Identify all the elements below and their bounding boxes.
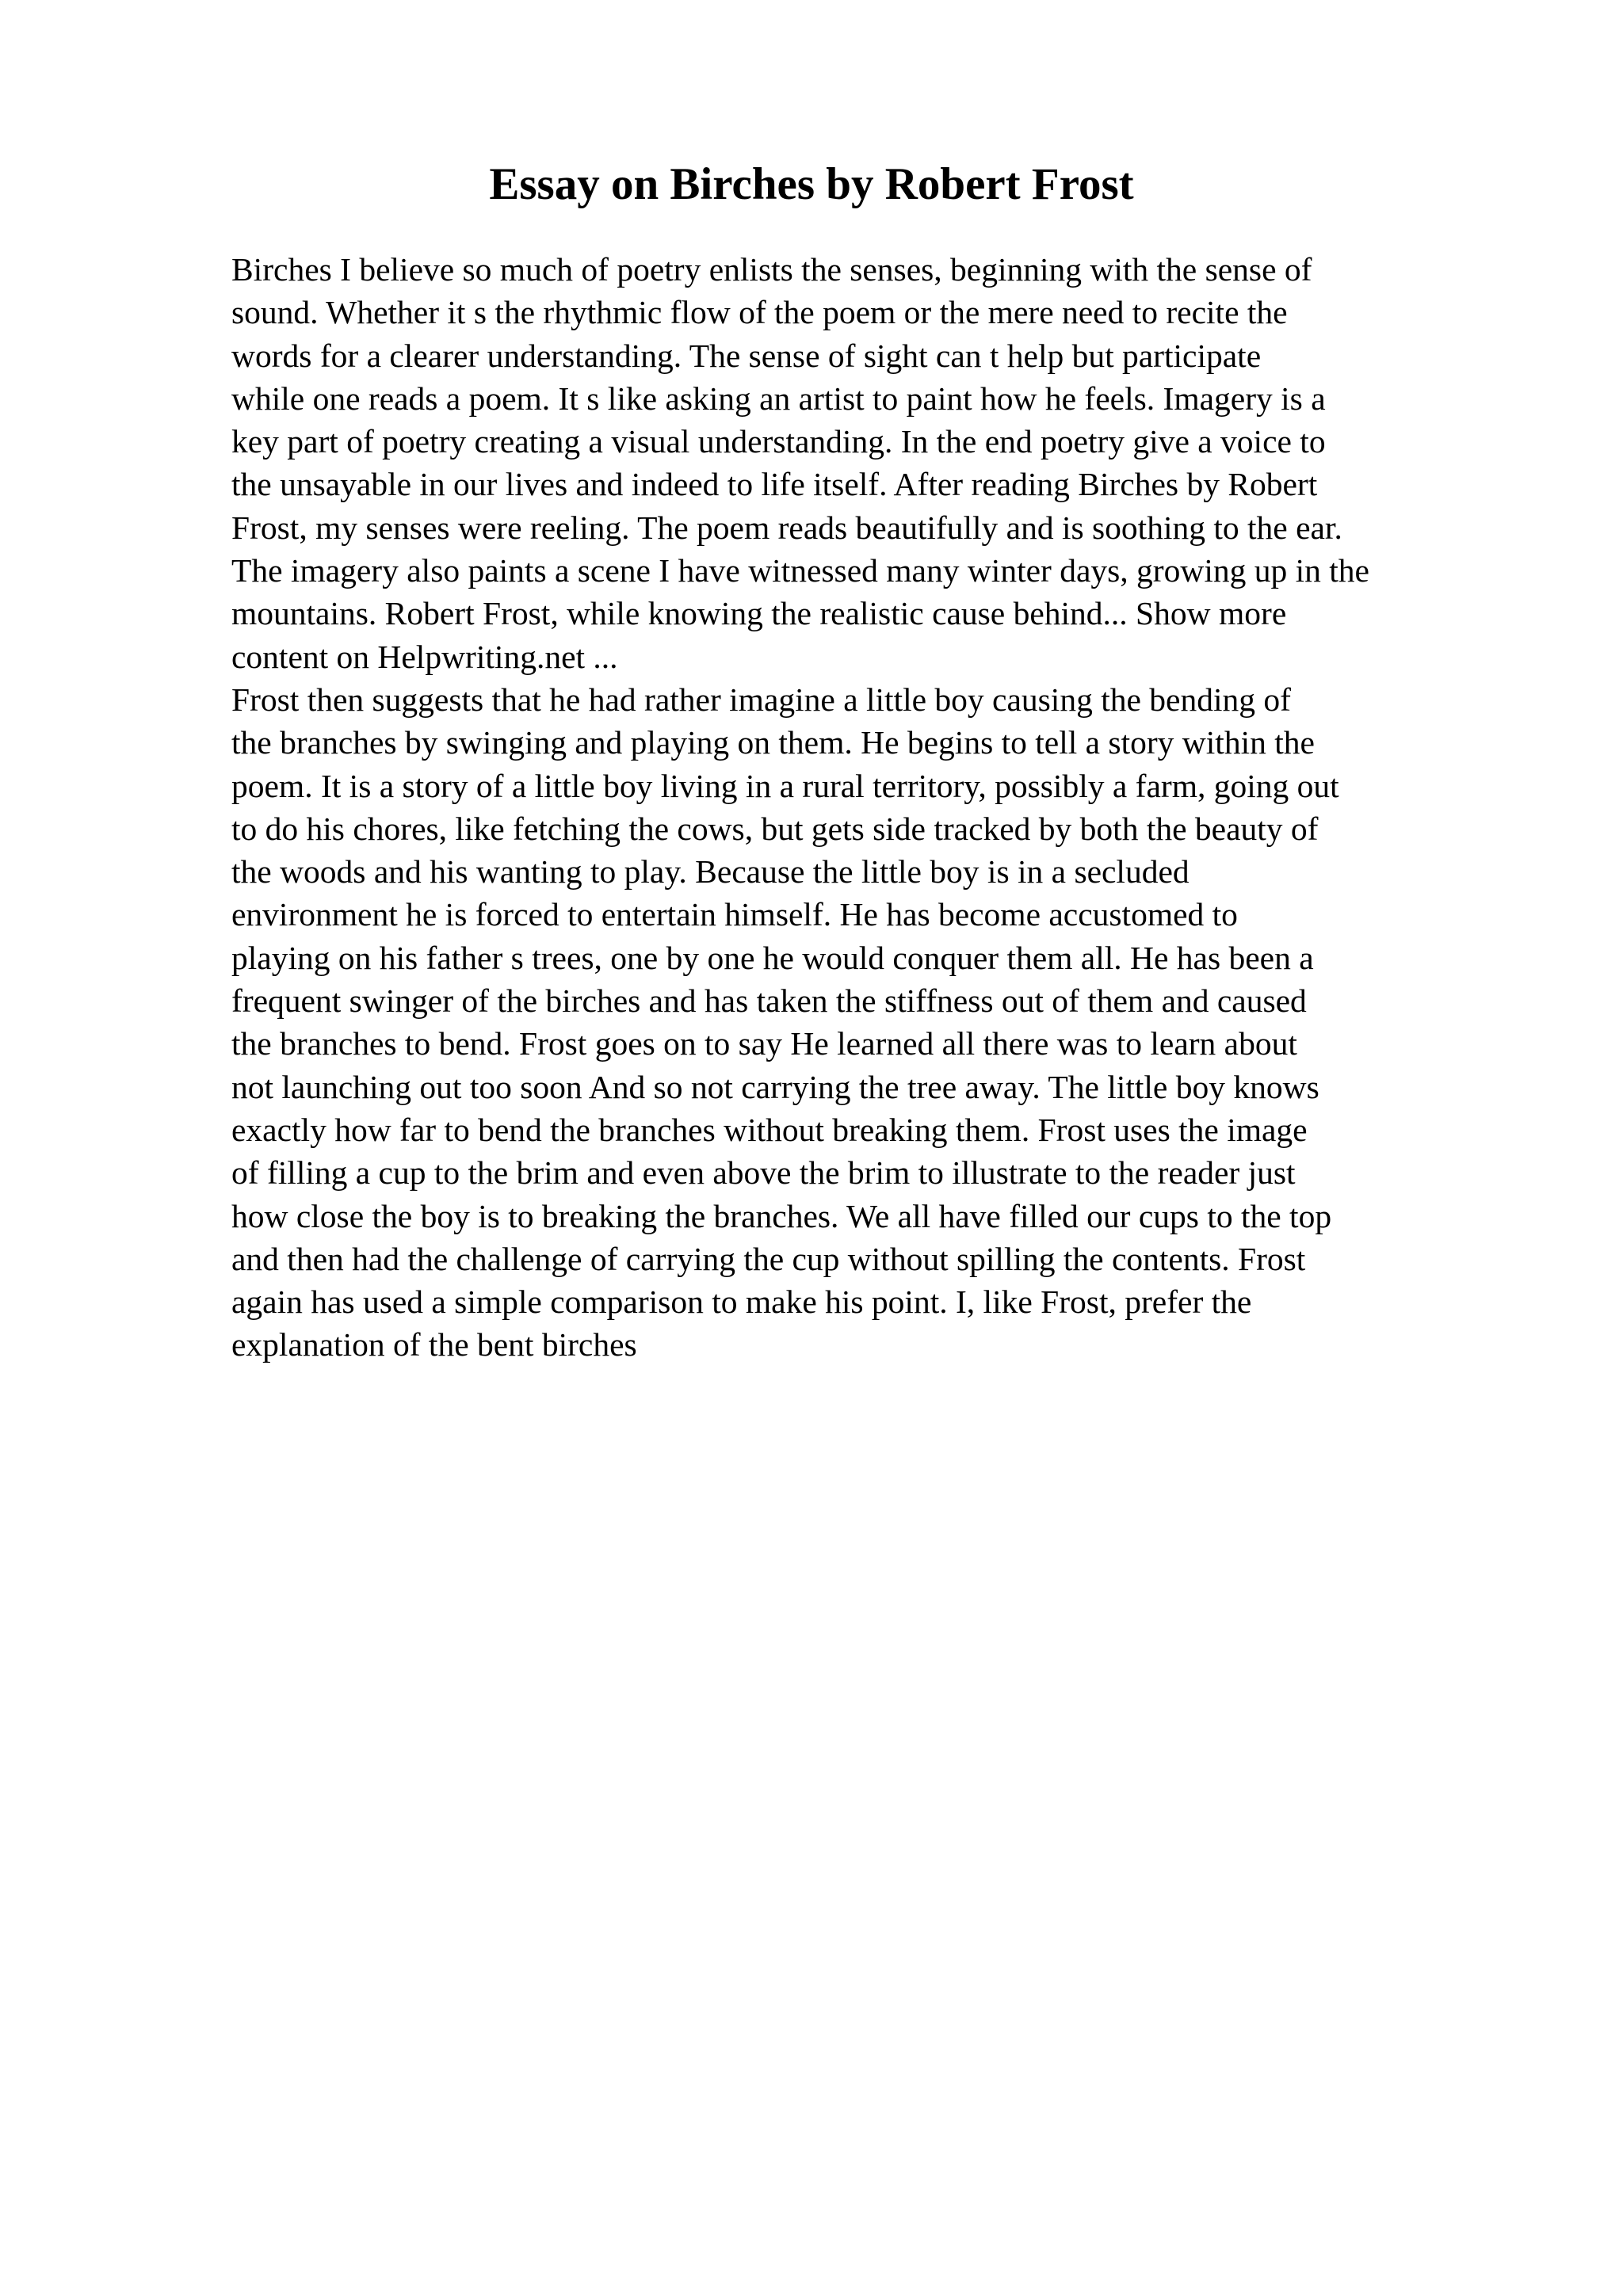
text-line: and then had the challenge of carrying the cup without spilling the contents. Frost (231, 1240, 1306, 1277)
text-line: the unsayable in our lives and indeed to life itself. After reading Birches by Robert (231, 466, 1318, 503)
text-line: again has used a simple comparison to make his point. I, like Frost, prefer the (231, 1283, 1252, 1321)
text-line: while one reads a poem. It s like asking an artist to paint how he feels. Imagery is a (231, 379, 1326, 417)
text-line: of filling a cup to the brim and even above the brim to illustrate to the reader just (231, 1154, 1296, 1192)
text-line: The imagery also paints a scene I have witnessed many winter days, growing up in the (231, 552, 1369, 589)
text-line: Frost then suggests that he had rather imagine a little boy causing the bending of (231, 681, 1291, 718)
text-line: mountains. Robert Frost, while knowing the realistic cause behind... Show more (231, 595, 1287, 632)
text-line: environment he is forced to entertain himself. He has become accustomed to (231, 896, 1238, 933)
paragraph-2 (231, 678, 1623, 1367)
text-line: poem. It is a story of a little boy living in a rural territory, possibly a farm, going out (231, 767, 1339, 804)
text-line: exactly how far to bend the branches without breaking them. Frost uses the image (231, 1111, 1308, 1148)
text-line: the branches to bend. Frost goes on to say He learned all there was to learn about (231, 1025, 1297, 1062)
paragraph-1 (231, 248, 1623, 678)
text-line: explanation of the bent birches (231, 1326, 637, 1363)
text-line: to do his chores, like fetching the cows, but gets side tracked by both the beauty of (231, 810, 1319, 847)
text-line: Birches I believe so much of poetry enlists the senses, beginning with the sense of (231, 251, 1312, 288)
text-line: content on Helpwriting.net ... (231, 638, 618, 675)
text-line: sound. Whether it s the rhythmic flow of the poem or the mere need to recite the (231, 294, 1288, 331)
text-line: playing on his father s trees, one by one he would conquer them all. He has been a (231, 939, 1314, 976)
text-line: words for a clearer understanding. The sense of sight can t help but participate (231, 337, 1262, 374)
text-line: how close the boy is to breaking the branches. We all have filled our cups to the top (231, 1197, 1332, 1234)
document-title: Essay on Birches by Robert Frost (489, 159, 1134, 209)
text-line: not launching out too soon And so not carrying the tree away. The little boy knows (231, 1068, 1319, 1105)
text-line: the woods and his wanting to play. Because the little boy is in a secluded (231, 853, 1190, 891)
text-line: the branches by swinging and playing on them. He begins to tell a story within the (231, 724, 1315, 761)
text-line: Frost, my senses were reeling. The poem reads beautifully and is soothing to the ear. (231, 509, 1342, 546)
text-line: frequent swinger of the birches and has taken the stiffness out of them and caused (231, 982, 1307, 1020)
text-line: key part of poetry creating a visual understanding. In the end poetry give a voice to (231, 423, 1326, 460)
